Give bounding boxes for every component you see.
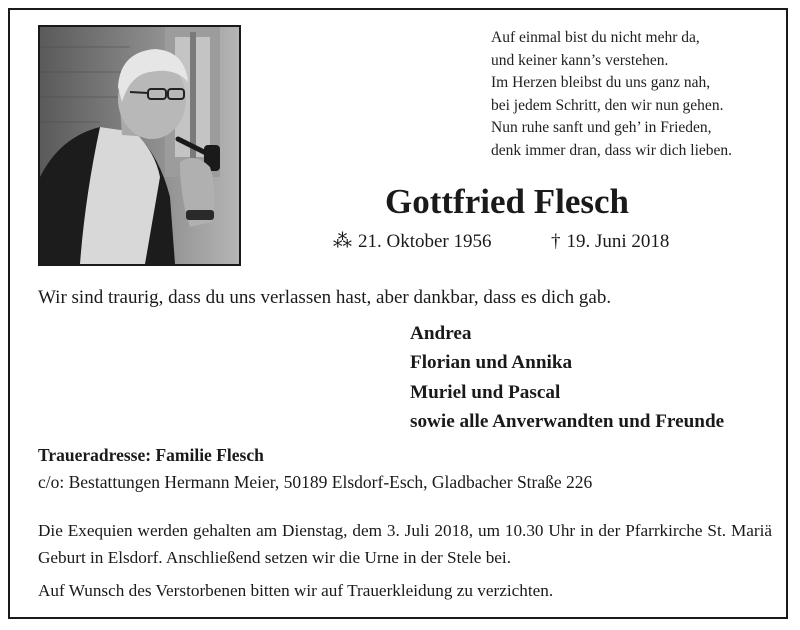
birth-star-icon: ⁂ bbox=[333, 231, 352, 252]
family-member: Andrea bbox=[410, 323, 472, 344]
memorial-poem bbox=[491, 27, 781, 163]
family-member: sowie alle Anverwandten und Freunde bbox=[410, 410, 725, 432]
attire-wish-text: Auf Wunsch des Verstorbenen bitten wir auf Trauerkleidung zu verzichten. bbox=[38, 581, 554, 600]
family-list bbox=[410, 319, 724, 436]
poem-line: und keiner kann’s verstehen. bbox=[491, 51, 669, 69]
family-member: Muriel und Pascal bbox=[410, 381, 561, 403]
poem-line: Im Herzen bleibst du uns ganz nah, bbox=[491, 74, 711, 92]
poem-line: denk immer dran, dass wir dich lieben. bbox=[491, 141, 733, 159]
portrait-photo bbox=[38, 25, 241, 266]
condolence-sentence: Wir sind traurig, dass du uns verlassen hast, aber dankbar, dass es dich gab. bbox=[38, 287, 612, 308]
birth-info bbox=[333, 229, 492, 255]
poem-line: Nun ruhe sanft und geh’ in Frieden, bbox=[491, 119, 712, 137]
birth-date: 21. Oktober 1956 bbox=[358, 231, 492, 252]
deceased-name: Gottfried Flesch bbox=[385, 182, 629, 221]
poem-line: bei jedem Schritt, den wir nun gehen. bbox=[491, 96, 724, 114]
funeral-service-text: Die Exequien werden gehalten am Dienstag, dem 3. Juli 2018, um 10.30 Uhr in der Pfarrkirche St. Mariä Geburt in Elsdorf. Anschließend setzen wir die Urne in der Stele bei. bbox=[38, 521, 772, 567]
death-cross-icon: † bbox=[551, 231, 561, 252]
address-line: c/o: Bestattungen Hermann Meier, 50189 Elsdorf-Esch, Gladbacher Straße 226 bbox=[38, 472, 593, 492]
poem-line: Auf einmal bist du nicht mehr da, bbox=[491, 29, 700, 46]
address-title: Traueradresse: Familie Flesch bbox=[38, 445, 264, 465]
death-date: 19. Juni 2018 bbox=[566, 231, 670, 252]
death-info bbox=[551, 229, 669, 255]
family-member: Florian und Annika bbox=[410, 352, 573, 374]
